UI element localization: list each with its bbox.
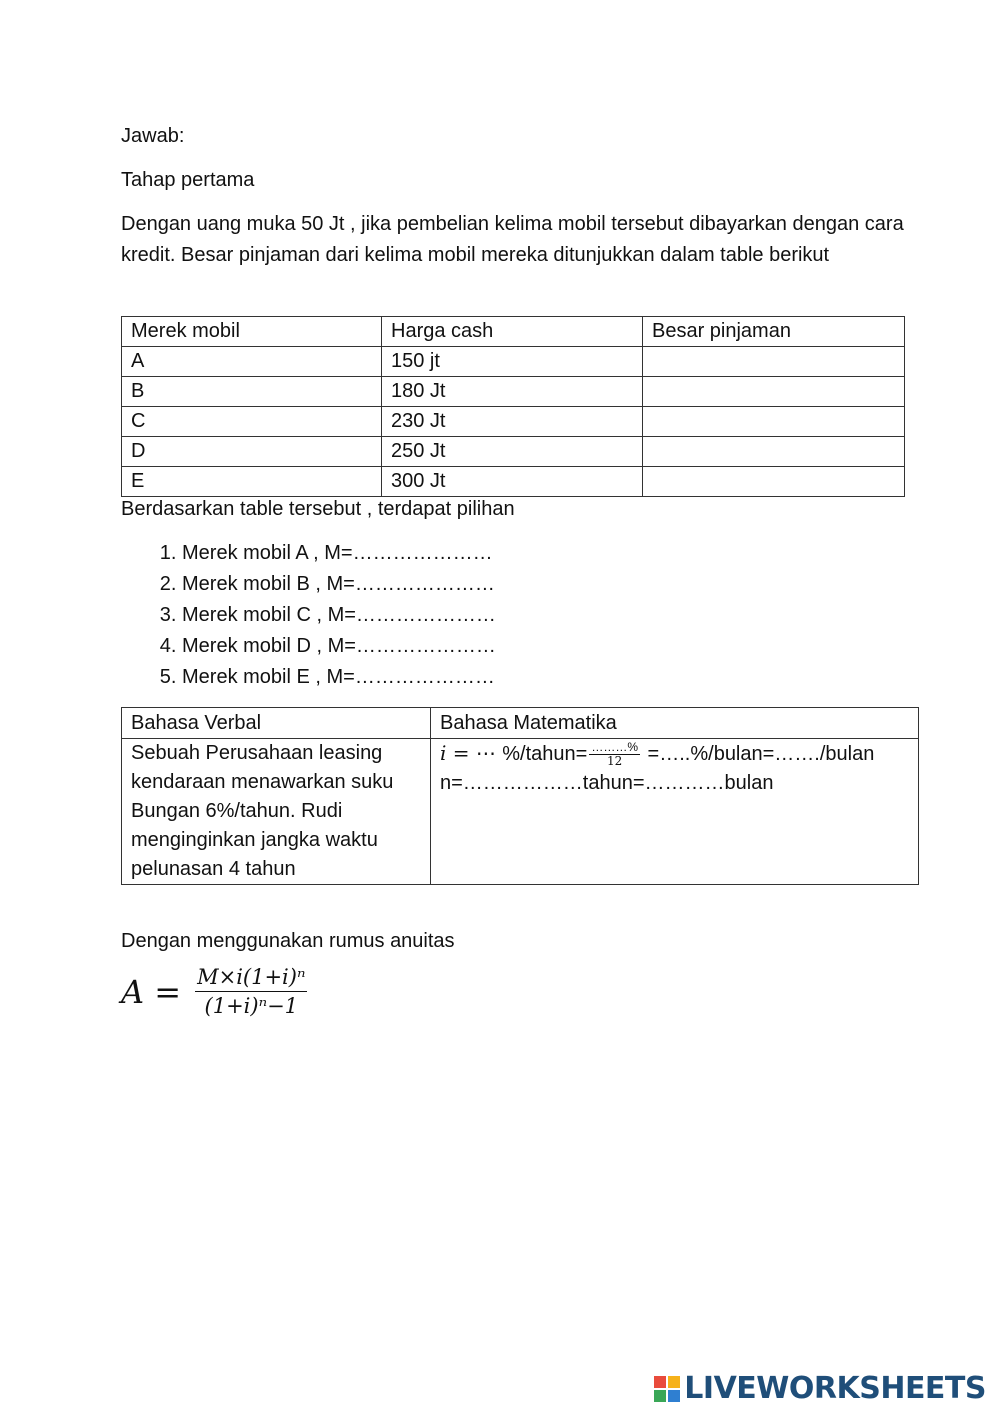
logo-text: LIVEWORKSHEETS <box>684 1371 986 1406</box>
table-header-row <box>122 317 905 347</box>
table-row <box>122 739 919 885</box>
brand-cell: E <box>122 467 382 497</box>
price-cell: 150 jt <box>382 347 643 377</box>
annuity-formula <box>121 965 307 1018</box>
loan-table <box>121 316 905 497</box>
per-month-text: =…..%/bulan=……./bulan <box>642 743 875 765</box>
loan-cell[interactable] <box>643 407 905 437</box>
table-row <box>122 377 905 407</box>
loan-cell[interactable] <box>643 437 905 467</box>
logo-blocks-icon <box>654 1376 680 1402</box>
list-item: 4. Merek mobil D , M=………………… <box>182 631 496 662</box>
header-cell: Harga cash <box>382 317 643 347</box>
loan-cell[interactable] <box>643 347 905 377</box>
after-table-text: Berdasarkan table tersebut , terdapat pilihan <box>121 498 515 520</box>
price-cell: 250 Jt <box>382 437 643 467</box>
step-label: Tahap pertama <box>121 169 255 191</box>
brand-cell: C <box>122 407 382 437</box>
per-year-text: %/tahun= <box>502 743 588 765</box>
answer-heading: Jawab: <box>121 125 185 147</box>
brand-cell: B <box>122 377 382 407</box>
brand-cell: A <box>122 347 382 377</box>
list-item: 1. Merek mobil A , M=………………… <box>182 538 496 569</box>
language-table <box>121 707 919 885</box>
header-cell: Bahasa Matematika <box>431 708 919 739</box>
table-row <box>122 347 905 377</box>
price-cell: 300 Jt <box>382 467 643 497</box>
loan-cell[interactable] <box>643 377 905 407</box>
equals-dots: = ⋯ <box>446 741 503 765</box>
list-item: 3. Merek mobil C , M=………………… <box>182 600 496 631</box>
options-list <box>121 538 496 693</box>
monthly-fraction <box>589 741 640 768</box>
period-line: n=………………tahun=…………bulan <box>440 772 774 794</box>
liveworksheets-logo <box>654 1371 986 1406</box>
formula-intro: Dengan menggunakan rumus anuitas <box>121 930 455 952</box>
brand-cell: D <box>122 437 382 467</box>
loan-cell[interactable] <box>643 467 905 497</box>
list-item: 5. Merek mobil E , M=………………… <box>182 662 496 693</box>
interest-line <box>440 739 909 769</box>
list-item: 2. Merek mobil B , M=………………… <box>182 569 496 600</box>
formula-fraction <box>195 965 307 1018</box>
formula-lhs: A = <box>121 972 182 1011</box>
formula-numerator: M×i(1+i)ⁿ <box>195 965 307 992</box>
table-row <box>122 437 905 467</box>
fraction-denominator: 12 <box>607 754 623 769</box>
verbal-cell: Sebuah Perusahaan leasing kendaraan menawarkan suku Bungan 6%/tahun. Rudi menginginkan jangka waktu pelunasan 4 tahun <box>122 739 431 885</box>
intro-paragraph: Dengan uang muka 50 Jt , jika pembelian kelima mobil tersebut dibayarkan dengan cara kredit. Besar pinjaman dari kelima mobil mereka ditunjukkan dalam table berikut <box>121 213 904 266</box>
header-cell: Merek mobil <box>122 317 382 347</box>
price-cell: 230 Jt <box>382 407 643 437</box>
table-row <box>122 467 905 497</box>
header-cell: Besar pinjaman <box>643 317 905 347</box>
math-cell <box>431 739 919 885</box>
table-row <box>122 407 905 437</box>
price-cell: 180 Jt <box>382 377 643 407</box>
header-cell: Bahasa Verbal <box>122 708 431 739</box>
fraction-numerator: ………% <box>591 740 638 755</box>
table-header-row <box>122 708 919 739</box>
formula-denominator: (1+i)ⁿ−1 <box>204 994 299 1018</box>
interest-variable: i <box>440 741 447 765</box>
